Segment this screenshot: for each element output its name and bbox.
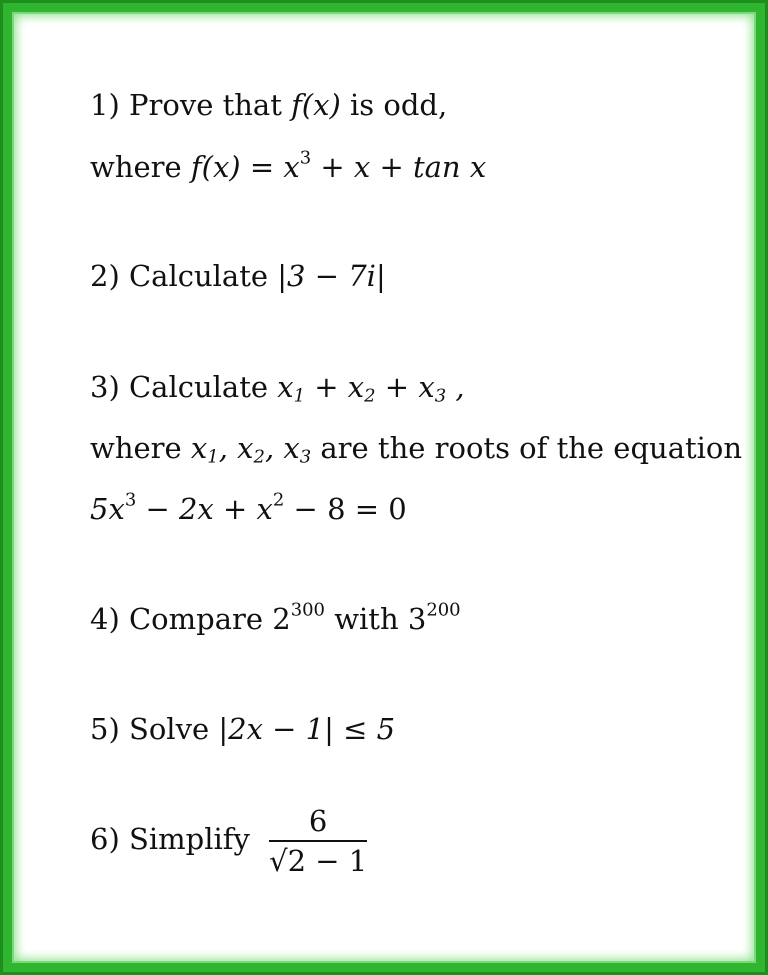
problem-2-expression: |3 − 7i| — [277, 259, 386, 293]
p3-sub3: 3 — [434, 385, 447, 407]
p3-plus1: + x — [305, 370, 365, 404]
problem-1-number: 1) — [90, 88, 120, 122]
p3-plus2: + x — [375, 370, 435, 404]
problem-6 — [90, 804, 367, 878]
problem-3 — [90, 370, 465, 407]
problem-1-function: f(x) — [291, 88, 341, 122]
problem-1 — [90, 88, 447, 122]
problem-6-number: 6) — [90, 822, 120, 856]
sqrt-sign: √ — [269, 844, 288, 878]
p3-v3-sub: 3 — [299, 446, 312, 468]
problem-2-verb: Calculate — [128, 259, 269, 293]
p3-comma: , — [446, 370, 465, 404]
denominator-tail: − 1 — [306, 844, 368, 878]
sqrt-radicand: 2 — [287, 844, 307, 878]
problem-4-base2: 3 — [407, 602, 427, 636]
problem-2 — [90, 259, 386, 293]
problem-1-where: where — [90, 150, 182, 184]
problem-3-number: 3) — [90, 370, 120, 404]
problem-3-roots-line — [90, 431, 743, 468]
problem-4-base1: 2 — [272, 602, 291, 636]
fraction-denominator — [269, 842, 367, 878]
p3-eq-a: 5x — [90, 492, 125, 526]
problem-4-with: with — [334, 602, 399, 636]
problem-4 — [90, 599, 461, 636]
problem-5-inequality: |2x − 1| ≤ 5 — [218, 712, 396, 746]
problem-5-number: 5) — [90, 712, 120, 746]
problem-1-def-power: 3 — [299, 147, 312, 169]
problem-3-expression — [277, 370, 465, 407]
problem-5-verb: Solve — [128, 712, 210, 746]
problem-1-def-fx: f(x) — [190, 150, 241, 184]
problem-3-equation — [90, 489, 407, 526]
problem-4-number: 4) — [90, 602, 120, 636]
problem-6-fraction — [269, 804, 367, 878]
p3-eq-c: − 8 = 0 — [284, 492, 407, 526]
p3-v2: , x — [218, 431, 254, 465]
problem-6-verb: Simplify — [128, 822, 250, 856]
problem-1-definition — [90, 147, 487, 184]
problem-1-def-tail: + x + tan x — [320, 150, 487, 184]
p3-x: x — [277, 370, 294, 404]
p3-v1-sub: 1 — [207, 446, 219, 468]
problem-3-vars — [190, 431, 312, 468]
p3-eq-pow2: 2 — [272, 489, 285, 511]
problem-4-exp1: 300 — [290, 599, 325, 621]
problem-3-roots-text: are the roots of the equation — [320, 431, 743, 465]
p3-v1: x — [190, 431, 208, 465]
problem-3-verb: Calculate — [128, 370, 269, 404]
problem-3-where: where — [90, 431, 182, 465]
p3-eq-pow3: 3 — [124, 489, 137, 511]
p3-eq-b: − 2x + x — [136, 492, 273, 526]
p3-v2-sub: 2 — [253, 446, 265, 468]
problem-1-def-eq: = x — [249, 150, 300, 184]
fraction-numerator: 6 — [269, 804, 367, 842]
problem-4-exp2: 200 — [426, 599, 461, 621]
problem-2-number: 2) — [90, 259, 120, 293]
p3-v3: , x — [264, 431, 300, 465]
problem-5 — [90, 712, 395, 746]
problem-1-verb: Prove that — [128, 88, 282, 122]
problem-4-verb: Compare — [128, 602, 264, 636]
p3-sub1: 1 — [293, 385, 306, 407]
problem-1-rest: is odd, — [350, 88, 448, 122]
p3-sub2: 2 — [364, 385, 376, 407]
